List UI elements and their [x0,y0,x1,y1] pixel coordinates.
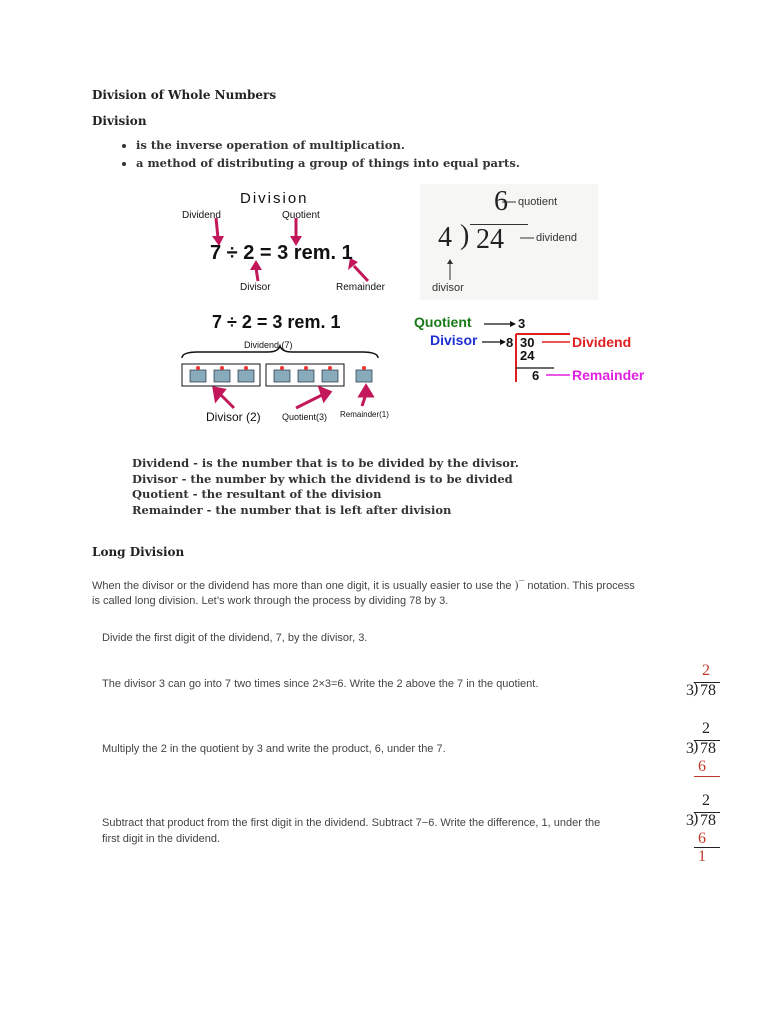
step-4-text: Subtract that product from the first digit in the dividend. Subtract 7−6. Write the difference, 1, under the [102,817,601,829]
fig3-divisor-label: Divisor (2) [206,410,261,424]
step-2-text: The divisor 3 can go into 7 two times since 2×3=6. Write the 2 above the 7 in the quotient. [102,678,539,690]
fig4-divisor: 8 [506,335,514,350]
fig3-quotient-label: Quotient(3) [282,412,328,422]
work-step-4 [684,792,724,866]
work4-dividend: 78 [700,812,716,829]
fig4-quotient-label: Quotient [414,314,472,330]
work4-divisor: 3 [686,812,694,829]
long-division-anatomy-figure [420,184,598,300]
fig2-dividend: 24 [476,224,504,255]
intro-text-c: is called long division. Let’s work through the process by dividing 78 by 3. [92,595,449,607]
fig1-dividend-label: Dividend [182,210,221,221]
division-bracket-icon: )‾ [514,579,525,592]
work3-underline [694,776,720,777]
work-step-2 [684,662,724,710]
fig1-equation: 7 ÷ 2 = 3 rem. 1 [210,242,353,264]
fig2-arrows [420,184,598,300]
definition-quotient: Quotient - the resultant of the division [132,487,382,501]
fig2-quotient: 6 [494,186,508,217]
fig1-title: Division [240,190,309,207]
fig2-quotient-label: quotient [518,196,558,208]
fig2-bracket-icon: ) [460,220,470,251]
work3-product: 6 [698,758,706,775]
bullet-item: • a method of distributing a group of things into equal parts. [136,156,636,170]
work2-bracket-icon: ) [693,680,699,697]
fig2-divisor-label: divisor [432,282,464,294]
term-definitions [132,456,632,518]
fig2-divisor: 4 [438,222,452,253]
cake-division-figure [178,308,389,428]
work4-difference: 1 [698,848,706,865]
fig3-remainder-label: Remainder(1) [340,410,389,419]
fig4-divisor-label: Divisor [430,332,478,348]
work3-dividend: 78 [700,740,716,757]
intro-text-a: When the divisor or the dividend has more than one digit, it is usually easier to use the [92,580,512,592]
fig3-equation: 7 ÷ 2 = 3 rem. 1 [212,312,341,332]
fig4-dividend-label: Dividend [572,334,632,350]
definition-remainder: Remainder - the number that is left after division [132,502,452,517]
work-step-3 [684,720,724,780]
work4-product: 6 [698,830,706,847]
intro-text-b: notation. This process [527,580,635,592]
work3-divisor: 3 [686,740,694,757]
definition-divisor: Divisor - the number by which the dividend is to be divided [132,471,513,486]
work4-bracket-icon: ) [693,810,699,827]
work2-quotient: 2 [702,662,710,679]
division-parts-figure [178,186,388,296]
fig1-quotient-label: Quotient [282,210,320,221]
work4-quotient: 2 [702,792,710,809]
fig4-quotient: 3 [518,316,526,331]
fig4-product: 24 [520,348,535,363]
long-division-heading: Long Division [92,545,185,559]
work3-bracket-icon: ) [693,738,699,755]
step-3-text: Multiply the 2 in the quotient by 3 and write the product, 6, under the 7. [102,743,446,755]
work3-quotient: 2 [702,720,710,737]
work2-divisor: 3 [686,682,694,699]
division-heading: Division [92,114,147,128]
fig2-dividend-label: dividend [536,232,577,244]
definition-dividend: Dividend - is the number that is to be divided by the divisor. [132,456,519,470]
long-division-intro [92,578,692,609]
fig4-remainder-label: Remainder [572,367,645,383]
bullet-item: • is the inverse operation of multiplication. [136,138,636,152]
step-4-text-cont: first digit in the dividend. [102,833,221,845]
step-1-text: Divide the first digit of the dividend, 7, by the divisor, 3. [102,632,368,644]
fig3-brace-label: Dividend (7) [244,340,293,350]
definition-bullets [92,138,636,174]
fig4-remainder: 6 [532,368,540,383]
page-title: Division of Whole Numbers [92,88,277,102]
colored-division-figure [414,310,664,390]
fig1-remainder-label: Remainder [336,282,385,293]
work2-dividend: 78 [700,682,716,699]
fig4-dividend: 30 [520,335,535,350]
fig1-divisor-label: Divisor [240,282,271,293]
